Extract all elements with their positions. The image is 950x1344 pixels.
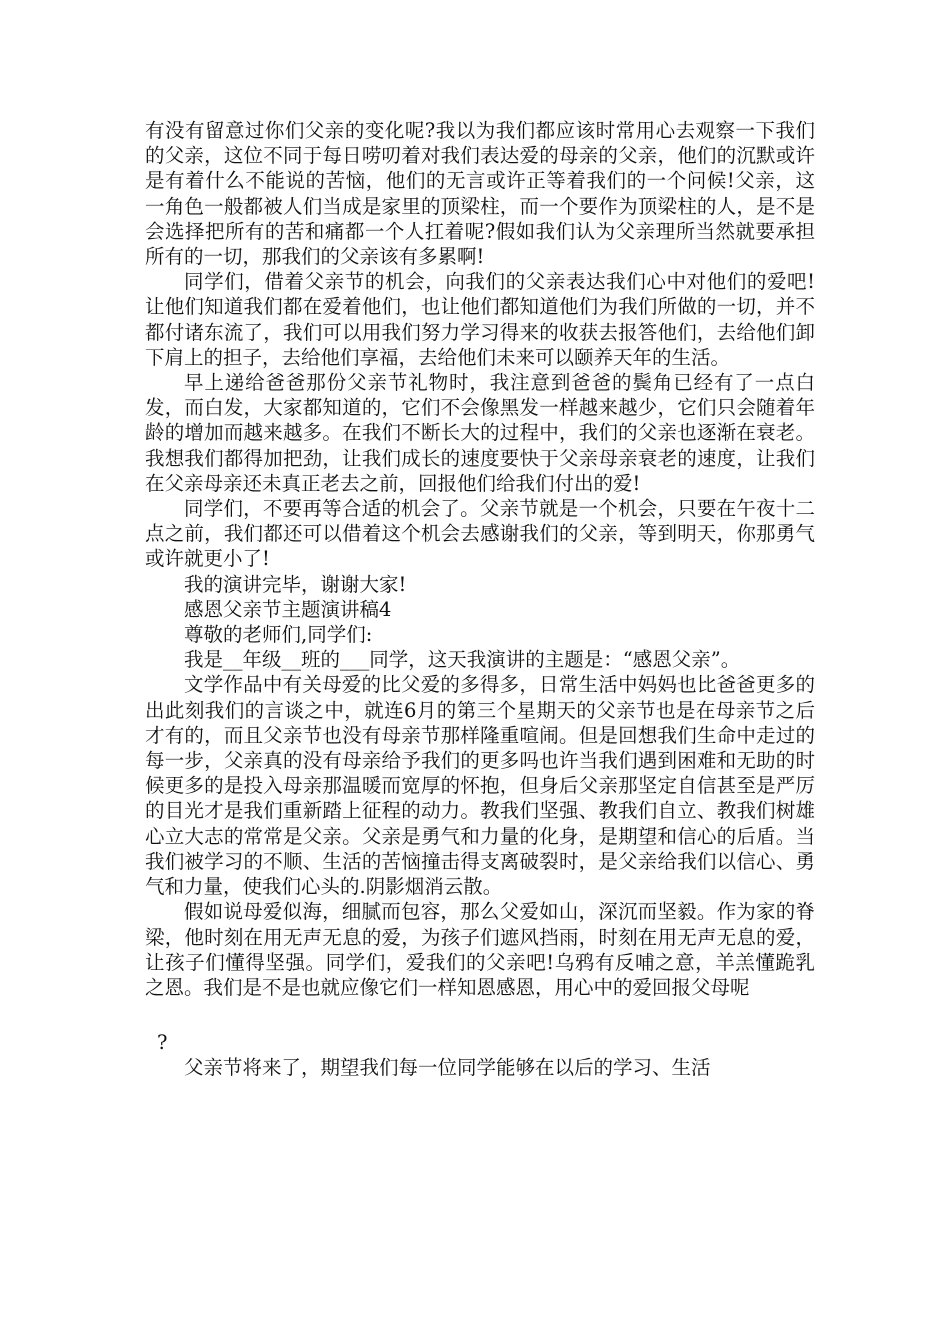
- question-mark-line: ?: [157, 1031, 168, 1055]
- paragraph: 我是__年级__班的___同学，这天我演讲的主题是：“感恩父亲”。: [184, 648, 741, 672]
- paragraph: 假如说母爱似海，细腻而包容，那么父爱如山，深沉而坚毅。作为家的脊梁，他时刻在用无声无息的爱，为孩子们遮风挡雨，时刻在用无声无息的爱，让孩子们懂得坚强。同学们，爱我们的父亲吧!乌鸦有反哺之意，羊羔懂跪乳之恩。我们是不是也就应像它们一样知恩感恩，用心中的爱回报父母呢: [145, 900, 815, 999]
- paragraph: 早上递给爸爸那份父亲节礼物时，我注意到爸爸的鬓角已经有了一点白发，而白发，大家都知道的，它们不会像黑发一样越来越少，它们只会随着年龄的增加而越来越多。在我们不断长大的过程中，我们的父亲也逐渐在衰老。我想我们都得加把劲，让我们成长的速度要快于父亲母亲衰老的速度，让我们在父亲母亲还未真正老去之前，回报他们给我们付出的爱!: [145, 371, 815, 495]
- paragraph: 父亲节将来了，期望我们每一位同学能够在以后的学习、生活: [184, 1056, 711, 1080]
- paragraph-gap: [145, 1000, 815, 1030]
- paragraph: 文学作品中有关母爱的比父爱的多得多，日常生活中妈妈也比爸爸更多的出此刻我们的言谈之中，就连6月的第三个星期天的父亲节也是在母亲节之后才有的，而且父亲节也没有母亲节那样隆重喧闹。但是回想我们生命中走过的每一步，父亲真的没有母亲给予我们的更多吗也许当我们遇到困难和无助的时候更多的是投入母亲那温暖而宽厚的怀抱，但身后父亲那坚定自信甚至是严厉的目光才是我们重新踏上征程的动力。教我们坚强、教我们自立、教我们树雄心立大志的常常是父亲。父亲是勇气和力量的化身，是期望和信心的后盾。当我们被学习的不顺、生活的苦恼撞击得支离破裂时，是父亲给我们以信心、勇气和力量，使我们心头的.阴影烟消云散。: [145, 673, 815, 899]
- closing-line: 我的演讲完毕，谢谢大家!: [184, 572, 407, 596]
- paragraph: 同学们，不要再等合适的机会了。父亲节就是一个机会，只要在午夜十二点之前，我们都还可以借着这个机会去感谢我们的父亲，等到明天，你那勇气或许就更小了!: [145, 497, 815, 571]
- paragraph: 同学们，借着父亲节的机会，向我们的父亲表达我们心中对他们的爱吧!让他们知道我们都在爱着他们，也让他们都知道他们为我们所做的一切，并不都付诸东流了，我们可以用我们努力学习得来的收获去报答他们，去给他们卸下肩上的担子，去给他们享福，去给他们未来可以颐养天年的生活。: [145, 270, 815, 369]
- salutation: 尊敬的老师们,同学们:: [184, 623, 373, 647]
- document-body: [145, 118, 815, 1081]
- speech-title: 感恩父亲节主题演讲稿4: [184, 597, 392, 621]
- paragraph-continued: 有没有留意过你们父亲的变化呢?我以为我们都应该时常用心去观察一下我们的父亲，这位不同于每日唠叨着对我们表达爱的母亲的父亲，他们的沉默或许是有着什么不能说的苦恼，他们的无言或许正等着我们的一个问候!父亲，这一角色一般都被人们当成是家里的顶梁柱，而一个要作为顶梁柱的人，是不是会选择把所有的苦和痛都一个人扛着呢?假如我们认为父亲理所当然就要承担所有的一切，那我们的父亲该有多累啊!: [145, 119, 815, 269]
